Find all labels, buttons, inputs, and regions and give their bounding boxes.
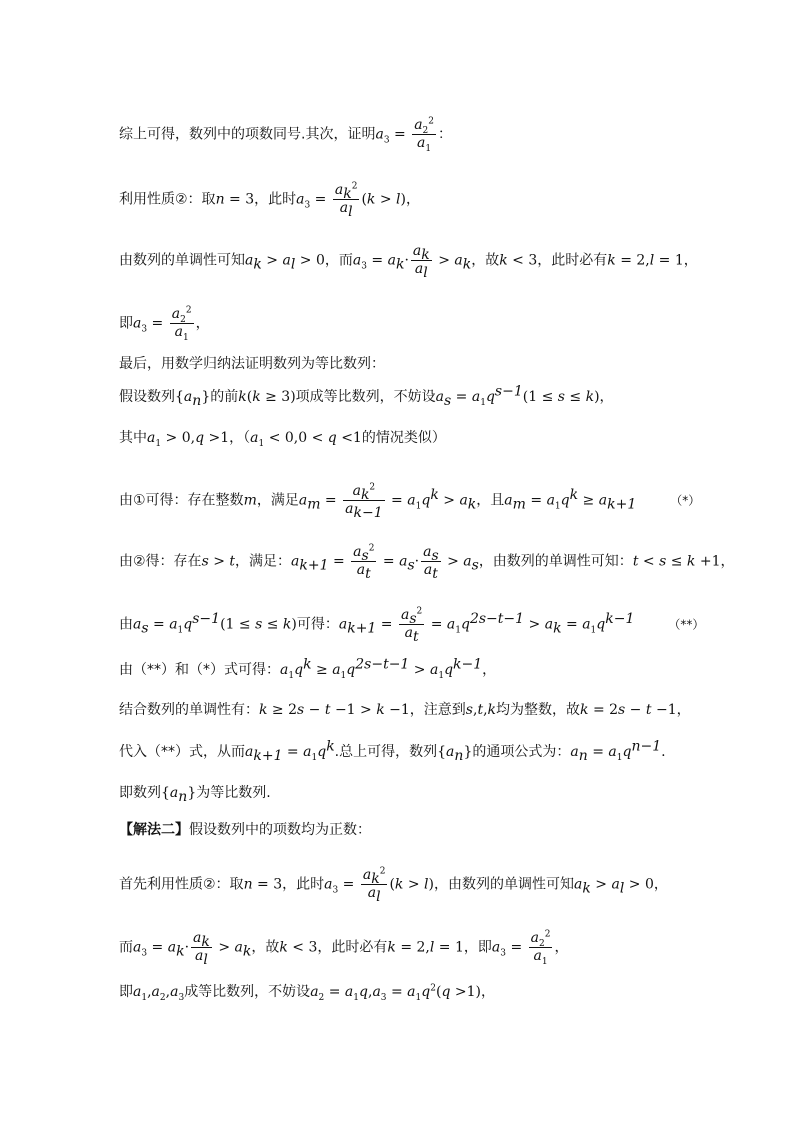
- section-heading: 【解法二】: [119, 822, 189, 838]
- math-fraction: $\frac{a_s^2}{a_t}$: [353, 543, 375, 582]
- text-segment: 假设数列: [119, 389, 175, 405]
- text-line-12: 结合数列的单调性有：k ≥ 2s − t −1 > k −1，注意到s,t,k均为整数，故k = 2s − t −1，: [119, 702, 691, 718]
- text-segment: ，此时: [282, 876, 325, 893]
- text-line-14: 即数列$\{a_n\}$为等比数列.: [119, 785, 271, 805]
- math-fraction: $\frac{a_2^2}{a_1}$: [414, 116, 435, 154]
- text-line-3: 由数列的单调性可知$a_k > a_l > 0$，而$a_3 = a_k\cdot$ $\frac{a_k}{a_l}$ > $a_k$，故k < 3，此时必有k = 2,l = 1，: [119, 243, 698, 281]
- text-segment: ：: [438, 126, 453, 143]
- text-line-5: [119, 356, 385, 372]
- text-line-10: 由$a_s = a_1q^{s-1}(1 \le s \le k)$可得：$a_{k+1}$ = $\frac{a_s^2}{a_t}$ = $a_1q^{2s-t-1} > a_k = a_1q^{k-1}$ （**）: [119, 606, 705, 645]
- math-fraction: $\frac{a_2^2}{a_1}$: [530, 929, 551, 967]
- math-fraction: $\frac{a_k}{a_l}$: [193, 930, 210, 968]
- text-segment: ，由数列的单调性可知：: [478, 553, 633, 570]
- text-segment: 的前: [210, 389, 239, 405]
- text-line-15: [119, 822, 371, 838]
- math-fraction: $\frac{a_k}{a_l}$: [412, 243, 430, 281]
- text-segment: 首先利用性质②：取: [119, 876, 244, 893]
- text-line-9: 由②得：存在s > t，满足：$a_{k+1}$ = $\frac{a_s^2}{a_t}$ = $a_s\cdot$ $\frac{a_s}{a_t}$ > $a_s$，由数列的单调性可知：t < s ≤ k +1，: [119, 543, 735, 582]
- text-segment: ，此时必有: [317, 939, 388, 956]
- text-segment: 即: [119, 315, 133, 332]
- text-line-2: 利用性质②：取n = 3，此时$a_3$ = $\frac{a_k^2}{a_l}$ (k > l)，: [119, 181, 420, 220]
- text-line-11: 由（**）和（*）式可得：$a_1q^k \ge a_1q^{2s-t-1} > a_1q^{k-1}$，: [119, 656, 497, 681]
- text-segment: 的情况类似）: [361, 430, 446, 446]
- text-segment: 成等比数列，不妨设: [184, 984, 311, 1000]
- text-segment: ，由数列的单调性可知: [434, 876, 574, 893]
- math-fraction: $\frac{a_s^2}{a_t}$: [400, 606, 423, 645]
- math-fraction: $\frac{a_2^2}{a_1}$: [171, 305, 192, 343]
- text-segment: 最后，用数学归纳法证明数列为等比数列：: [119, 356, 385, 372]
- text-line-8: 由①可得：存在整数m，满足$a_m$ = $\frac{a_k^2}{a_{k-1}}$ = $a_1q^k > a_k$，且$a_m = a_1q^k \ge a_{k+1}$ （*）: [119, 482, 701, 521]
- text-segment: 综上可得，数列中的项数同号.其次，证明: [119, 126, 376, 143]
- math-fraction: $\frac{a_k^2}{a_l}$: [334, 181, 358, 220]
- text-line-13: 代入（**）式，从而$a_{k+1} = a_1q^k$.总上可得，数列$\{a_n\}$的通项公式为：$a_n = a_1q^{n-1}$.: [119, 738, 666, 764]
- text-segment: ，故: [471, 252, 500, 269]
- text-segment: 可得：: [296, 616, 339, 633]
- text-segment: 即: [119, 984, 133, 1000]
- text-segment: ，此时必有: [537, 252, 608, 269]
- text-segment: 由（**）和（*）式可得：: [119, 662, 280, 678]
- text-segment: 均为整数，故: [496, 702, 581, 718]
- text-segment: 其中: [119, 430, 147, 446]
- text-segment: 项成等比数列，不妨设: [295, 389, 436, 405]
- text-segment: 为等比数列.: [196, 785, 271, 801]
- text-segment: ，注意到: [409, 702, 466, 718]
- text-segment: 代入（**）式，从而: [119, 744, 245, 760]
- text-line-18: 即$a_1,a_2,a_3$成等比数列，不妨设$a_2 = a_1q,a_3 = a_1q^2(q >1)$，: [119, 983, 495, 1003]
- text-segment: 即数列: [119, 785, 161, 801]
- text-segment: 由①可得：存在整数: [119, 492, 244, 509]
- math-fraction: $\frac{a_k^2}{a_{k-1}}$: [345, 482, 383, 521]
- text-segment: ，且: [476, 492, 505, 509]
- text-segment: 结合数列的单调性有：: [119, 702, 259, 718]
- text-line-16: 首先利用性质②：取n = 3，此时$a_3$ = $\frac{a_k^2}{a_l}$ (k > l)，由数列的单调性可知$a_k > a_l > 0$，: [119, 866, 668, 905]
- text-segment: 假设数列中的项数均为正数：: [189, 822, 371, 838]
- text-line-1: 综上可得，数列中的项数同号.其次，证明$a_3$ = $\frac{a_2^2}{a_1}$ ：: [119, 116, 453, 154]
- math-fraction: $\frac{a_s}{a_t}$: [423, 544, 439, 582]
- text-segment: ，此时: [254, 191, 297, 208]
- text-segment: ，满足：: [235, 553, 292, 570]
- text-segment: 由: [119, 616, 133, 633]
- text-segment: ，（: [229, 430, 251, 446]
- text-segment: ，即: [463, 939, 492, 956]
- text-line-4: 即$a_3$ = $\frac{a_2^2}{a_1}$ ，: [119, 305, 210, 343]
- text-line-7: 其中$a_1 > 0,q >1$，（$a_1 < 0,0 < q <1$的情况类似）: [119, 430, 446, 449]
- text-segment: 的通项公式为：: [472, 744, 571, 760]
- text-segment: 由数列的单调性可知: [119, 252, 245, 269]
- text-line-17: 而$a_3 = a_k\cdot$ $\frac{a_k}{a_l}$ > $a_k$，故k < 3，此时必有k = 2,l = 1，即$a_3$ = $\frac{a_2^2}{a_1}$ ，: [119, 929, 569, 968]
- math-fraction: $\frac{a_k^2}{a_l}$: [362, 866, 386, 905]
- text-segment: ，而: [324, 252, 353, 269]
- text-segment: 利用性质②：取: [119, 191, 216, 208]
- equation-label: （*）: [670, 493, 701, 508]
- text-segment: 而: [119, 939, 133, 956]
- text-segment: ，故: [251, 939, 280, 956]
- text-segment: ，满足: [256, 492, 299, 509]
- text-line-6: 假设数列$\{a_n\}$的前k(k ≥ 3)项成等比数列，不妨设$a_s = a_1q^{s-1}(1 \le s \le k)$，: [119, 383, 614, 409]
- equation-label: （**）: [668, 617, 705, 632]
- text-segment: .总上可得，数列: [334, 744, 438, 760]
- text-segment: 由②得：存在: [119, 553, 202, 570]
